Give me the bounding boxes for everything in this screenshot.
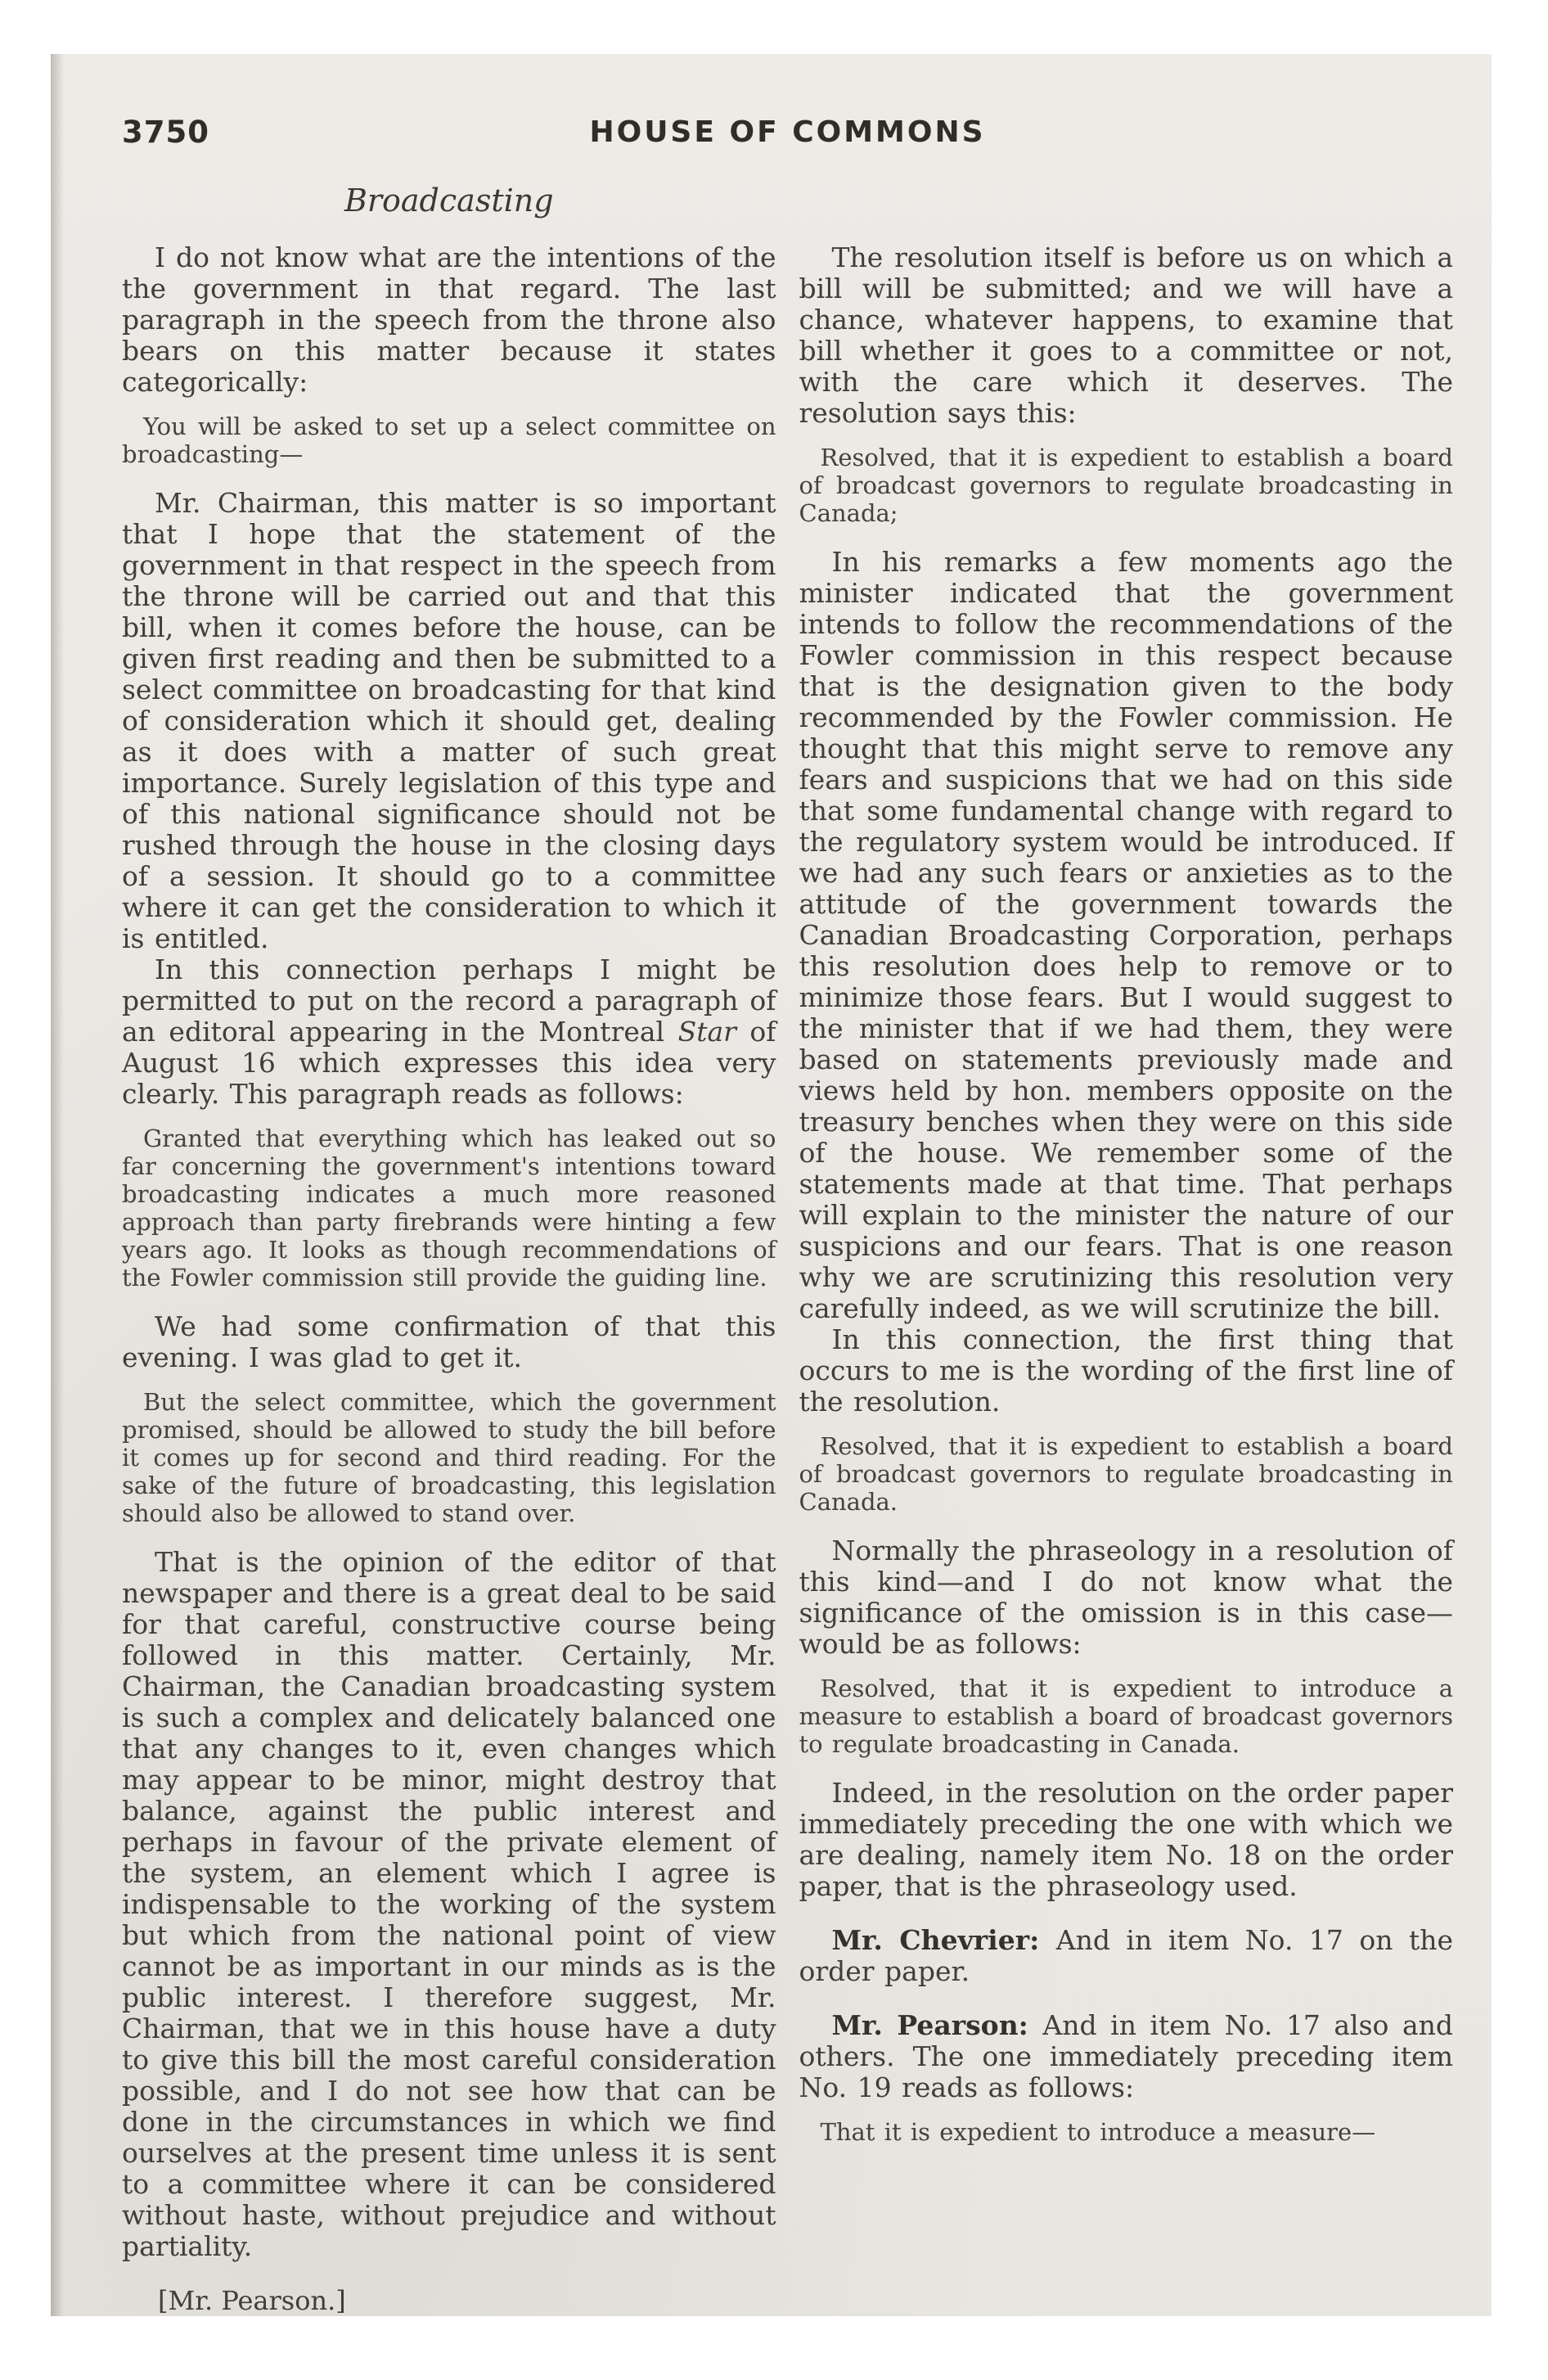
text-run: Resolved, that it is expedient to establish a board of broadcast governors to regulate broadcasting in Canada;	[799, 444, 1453, 527]
text-run: In this connection perhaps I might be permitted to put on the record a paragraph of an editoral appearing in the Montreal	[122, 953, 776, 1048]
quoted-excerpt	[799, 2118, 1454, 2146]
page-header	[122, 115, 1453, 154]
paragraph	[799, 1778, 1454, 1902]
paragraph	[122, 1547, 776, 2262]
italic-run: Star	[677, 1016, 736, 1048]
paragraph	[799, 2010, 1454, 2103]
text-columns	[122, 182, 1453, 2316]
quoted-excerpt	[799, 1432, 1454, 1516]
quoted-excerpt	[122, 1388, 776, 1527]
quoted-excerpt	[799, 444, 1454, 527]
text-run: The resolution itself is before us on which a bill will be submitted; and we will have a chance, whatever happens, to examine that bill whether it goes to a committee or not, with the care which it deserves. The resolution says this:	[799, 241, 1453, 429]
text-run: We had some confirmation of that this evening. I was glad to get it.	[122, 1310, 776, 1373]
text-run: And in item No. 17 also and others. The one immediately preceding item No. 19 reads as follows:	[799, 2009, 1453, 2103]
text-run: Resolved, that it is expedient to introduce a measure to establish a board of broadcast governors to regulate broadcasting in Canada.	[799, 1675, 1453, 1758]
text-run: Resolved, that it is expedient to establish a board of broadcast governors to regulate broadcasting in Canada.	[799, 1432, 1453, 1516]
text-run: Indeed, in the resolution on the order paper immediately preceding the one with which we are dealing, namely item No. 18 on the order paper, that is the phraseology used.	[799, 1777, 1453, 1902]
left-column-paragraphs	[122, 242, 776, 2262]
page-number: 3750	[122, 115, 209, 150]
text-run: of August 16 which expresses this idea very clearly. This paragraph reads as follows:	[122, 1016, 776, 1110]
text-run: And in item No. 17 on the order paper.	[799, 1924, 1454, 1987]
text-run: You will be asked to set up a select committee on broadcasting—	[122, 412, 776, 468]
speaker-name: Mr. Pearson:	[831, 2009, 1043, 2041]
text-run: Mr. Chairman, this matter is so important that I hope that the statement of the government in that respect in the speech from the throne will be carried out and that this bill, when it comes before the house, can be given first reading and then be submitted to a select committee on broadcasting for that kind of consideration which it should get, dealing as it does with a matter of such great importance. Surely legislation of this type and of this national significance should not be rushed through the house in the closing days of a session. It should go to a committee where it can get the consideration to which it is entitled.	[122, 487, 776, 954]
paragraph	[799, 1925, 1454, 1987]
text-run: But the select committee, which the government promised, should be allowed to study the bill before it comes up for second and third reading. For the sake of the future of broadcasting, this legislation should also be allowed to stand over.	[122, 1388, 776, 1527]
right-column-paragraphs	[799, 242, 1454, 2146]
paragraph	[122, 242, 776, 398]
text-run: In his remarks a few moments ago the minister indicated that the government intends to follow the recommendations of the Fowler commission in this respect because that is the designation given to the body recommended by the Fowler commission. He thought that this might serve to remove any fears and suspicions that we had on this side that some fundamental change with regard to the regulatory system would be introduced. If we had any such fears or anxieties as to the attitude of the government towards the Canadian Broadcasting Corporation, perhaps this resolution does help to remove or to minimize those fears. But I would suggest to the minister that if we had them, they were based on statements previously made and views held by hon. members opposite on the treasury benches when they were on this side of the house. We remember some of the statements made at that time. That perhaps will explain to the minister the nature of our suspicions and our fears. That is one reason why we are scrutinizing this resolution very carefully indeed, as we will scrutinize the bill.	[799, 546, 1453, 1324]
scanned-page	[51, 54, 1492, 2316]
paragraph	[799, 242, 1454, 429]
left-column	[122, 182, 776, 2316]
running-header-title: HOUSE OF COMMONS	[589, 115, 986, 149]
page-content	[51, 54, 1492, 2316]
text-run: In this connection, the first thing that occurs to me is the wording of the first line of the resolution.	[799, 1323, 1453, 1418]
text-run: That it is expedient to introduce a measure—	[820, 2118, 1376, 2146]
paragraph	[799, 547, 1454, 1324]
speaker-footnote: [Mr. Pearson.]	[158, 2285, 346, 2316]
text-run: That is the opinion of the editor of that newspaper and there is a great deal to be said for that careful, constructive course being followed in this matter. Certainly, Mr. Chairman, the Canadian broadcasting system is such a complex and delicately balanced one that any changes to it, even changes which may appear to be minor, might destroy that balance, against the public interest and perhaps in favour of the private element of the system, an element which I agree is indispensable to the working of the system but which from the national point of view cannot be as important in our minds as is the public interest. I therefore suggest, Mr. Chairman, that we in this house have a duty to give this bill the most careful consideration possible, and I do not see how that can be done in the circumstances in which we find ourselves at the present time unless it is sent to a committee where it can be considered without haste, without prejudice and without partiality.	[122, 1546, 776, 2262]
paragraph	[799, 1535, 1454, 1660]
section-title: Broadcasting	[344, 183, 554, 219]
paragraph	[122, 1311, 776, 1373]
quoted-excerpt	[799, 1675, 1454, 1758]
right-column	[799, 182, 1454, 2316]
quoted-excerpt	[122, 412, 776, 468]
text-run: Granted that everything which has leaked out so far concerning the government's intentions toward broadcasting indicates a much more reasoned approach than party firebrands were hinting a few years ago. It looks as though recommendations of the Fowler commission still provide the guiding line.	[122, 1125, 776, 1291]
speaker-name: Mr. Chevrier:	[831, 1924, 1056, 1956]
text-run: I do not know what are the intentions of the the government in that regard. The last paragraph in the speech from the throne also bears on this matter because it states categorically:	[122, 241, 776, 398]
paragraph	[122, 488, 776, 954]
paragraph	[799, 1324, 1454, 1418]
quoted-excerpt	[122, 1125, 776, 1291]
paragraph	[122, 954, 776, 1110]
text-run: Normally the phraseology in a resolution of this kind—and I do not know what the significance of the omission is in this case—would be as follows:	[799, 1535, 1453, 1660]
